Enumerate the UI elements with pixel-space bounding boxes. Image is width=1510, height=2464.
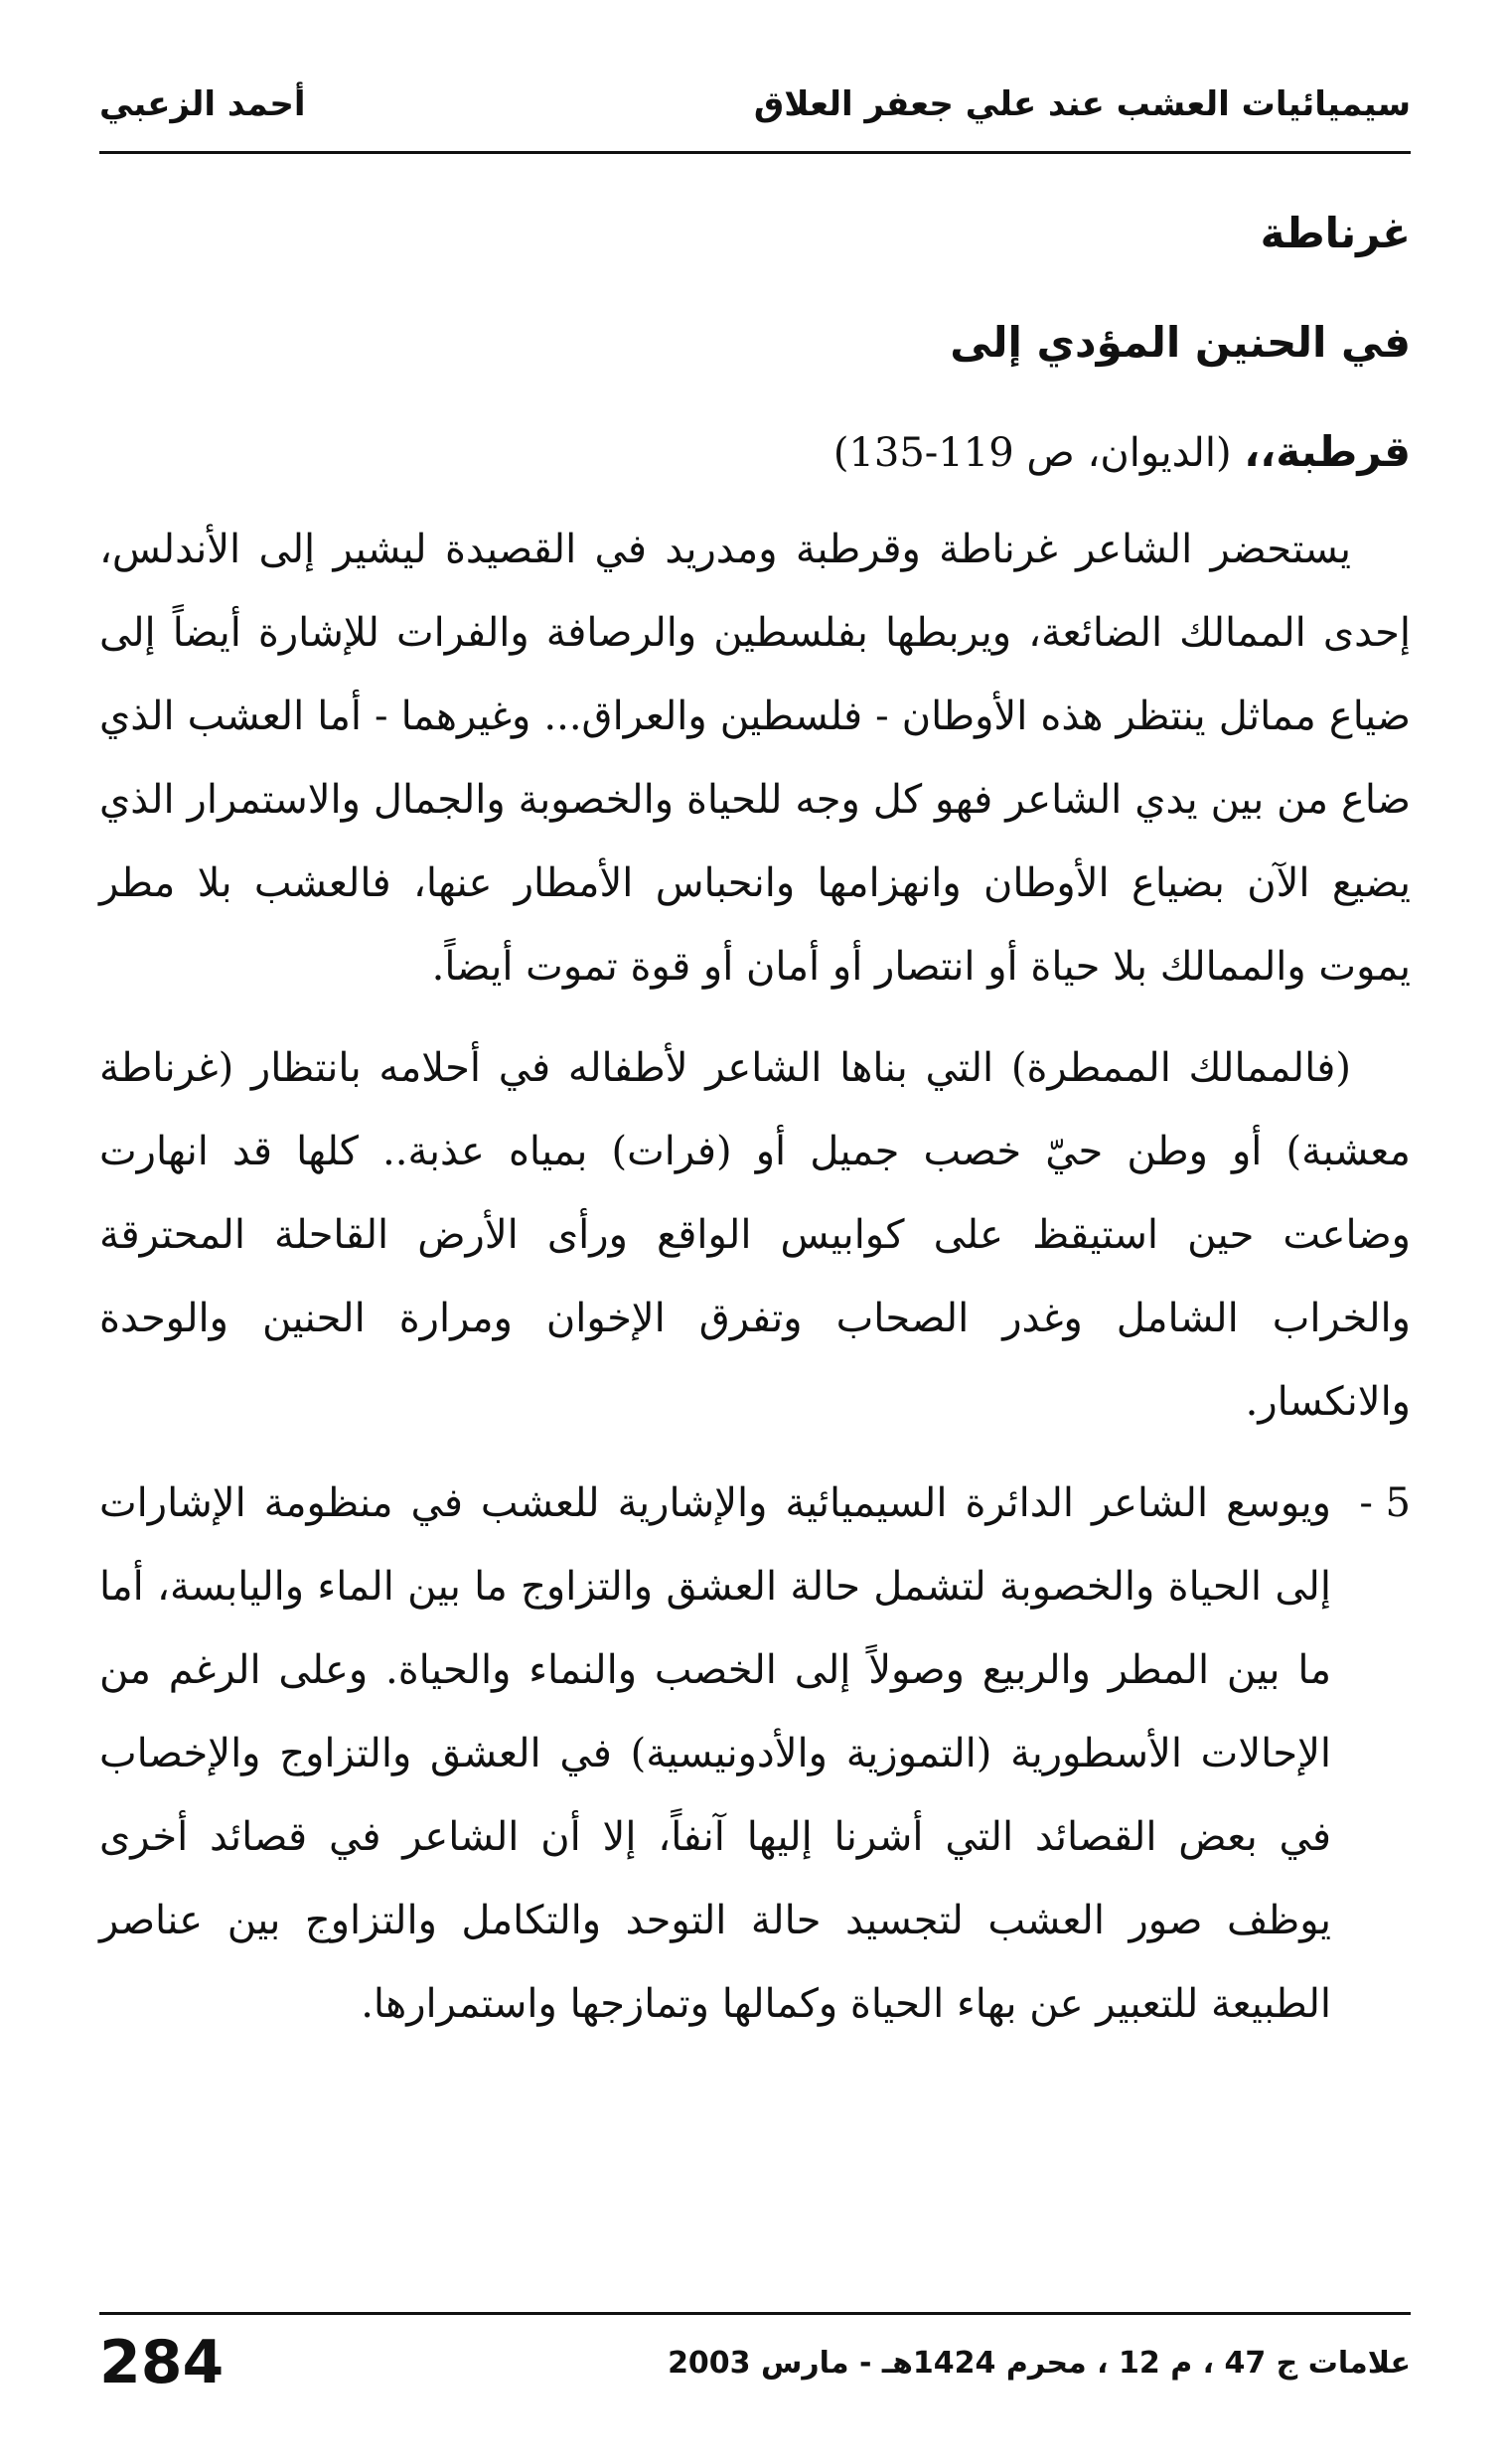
poem-line-1: غرناطة: [1260, 209, 1411, 257]
poem-line-2: في الحنين المؤدي إلى: [950, 318, 1411, 367]
document-page: [99, 60, 1411, 2404]
poem-line-3-text: قرطبة،،: [1244, 427, 1411, 476]
item-number: 5 -: [1359, 1480, 1411, 1526]
poem-citation: (الديوان، ص 119-135): [832, 430, 1245, 476]
numbered-item-5: [99, 1462, 1411, 2046]
poem-line-3: [99, 397, 1411, 508]
item-text: ويوسع الشاعر الدائرة السيميائية والإشارية للعشب في منظومة الإشارات إلى الحياة والخصوبة لتشمل حالة العشق والتزاوج ما بين الماء واليابسة، أما ما بين المطر والربيع وصولاً إلى الخصب والنماء والحياة. وعلى الرغم من الإحالات الأسطورية (التموزية والأدونيسية) في العشق والتزاوج والإخصاب في بعض القصائد التي أشرنا إليها آنفاً، إلا أن الشاعر في قصائد أخرى يوظف صور العشب لتجسيد حالة التوحد والتكامل والتزاوج بين عناصر الطبيعة للتعبير عن بهاء الحياة وكمالها وتمازجها واستمرارها.: [99, 1480, 1331, 2027]
header-divider: [99, 151, 1411, 154]
paragraph-1: يستحضر الشاعر غرناطة وقرطبة ومدريد في القصيدة ليشير إلى الأندلس، إحدى الممالك الضائعة، ويربطها بفلسطين والرصافة والفرات للإشارة أيضاً إلى ضياع مماثل ينتظر هذه الأوطان - فلسطين والعراق... وغيرهما - أما العشب الذي ضاع من بين يدي الشاعر فهو كل وجه للحياة والخصوبة والجمال والاستمرار الذي يضيع الآن بضياع الأوطان وانهزامها وانحباس الأمطار عنها، فالعشب بلا مطر يموت والممالك بلا حياة أو انتصار أو أمان أو قوة تموت أيضاً.: [99, 527, 1412, 990]
footer-divider: [99, 2312, 1411, 2315]
author-name: أحمد الزعبي: [99, 84, 306, 124]
quoted-poem: [99, 179, 1411, 508]
article-title: سيميائيات العشب عند علي جعفر العلاق: [753, 84, 1411, 124]
main-content: [99, 179, 1411, 2046]
journal-info: علامات ج 47 ، م 12 ، محرم 1424هـ - مارس 2003: [668, 2345, 1411, 2381]
page-number: 284: [99, 2328, 225, 2397]
paragraph-2: (فالممالك الممطرة) التي بناها الشاعر لأطفاله في أحلامه بانتظار (غرناطة معشبة) أو وطن حيّ خصب جميل أو (فرات) بمياه عذبة.. كلها قد انهارت وضاعت حين استيقظ على كوابيس الواقع ورأى الأرض القاحلة المحترقة والخراب الشامل وغدر الصحاب وتفرق الإخوان ومرارة الحنين والوحدة والانكسار.: [99, 1045, 1411, 1425]
running-header: [99, 60, 1411, 149]
page-footer: [99, 2321, 1411, 2404]
